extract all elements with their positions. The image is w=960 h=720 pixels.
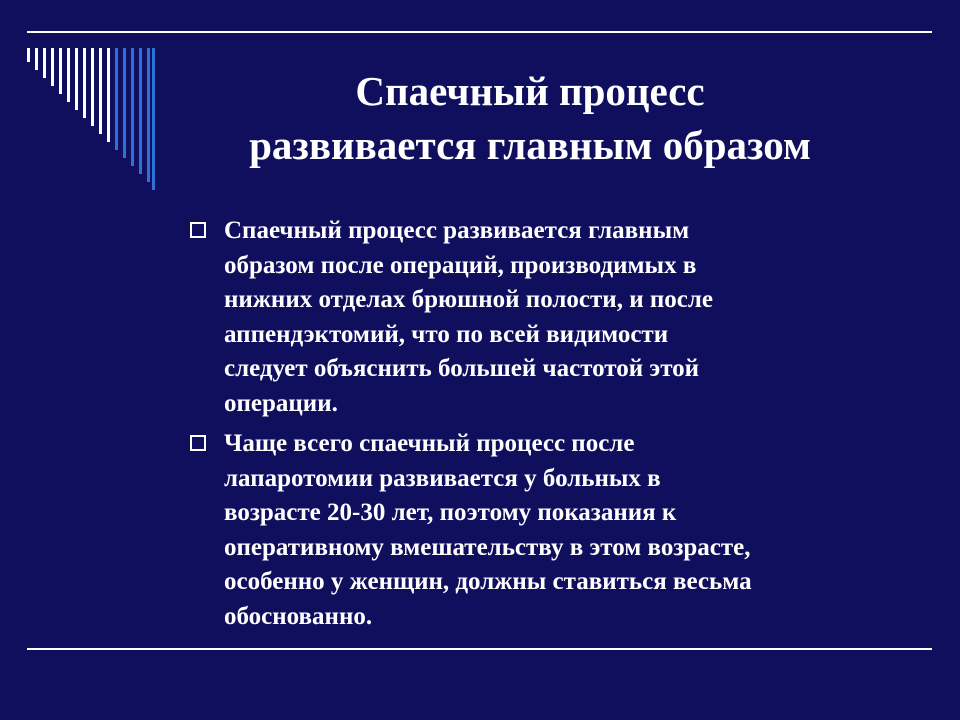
bullet-line: нижних отделах брюшной полости, и после — [224, 286, 713, 313]
hollow-square-bullet-icon — [190, 435, 206, 451]
stripe — [115, 48, 118, 150]
bullet-line: Чаще всего спаечный процесс после — [224, 430, 635, 457]
stripe — [131, 48, 134, 166]
bullet-line: Спаечный процесс развивается главным — [224, 217, 690, 244]
stripe — [27, 48, 30, 62]
bullet-line: лапаротомии развивается у больных в — [224, 464, 661, 492]
bullet-line: особенно у женщин, должны ставиться весьма — [224, 568, 752, 595]
stripe — [43, 48, 46, 78]
top-divider-line — [27, 31, 932, 33]
bullet-line: образом после операций, производимых в — [224, 251, 697, 279]
bottom-divider-line — [27, 648, 932, 650]
slide-title — [170, 64, 890, 172]
title-line: Спаечный процесс — [355, 68, 705, 114]
stripe — [83, 48, 86, 118]
bullet-item — [188, 214, 918, 421]
bullet-line: операции. — [224, 389, 338, 417]
bullet-line: оперативному вмешательству в этом возрасте, — [224, 533, 751, 561]
stripe — [152, 48, 155, 190]
stripe — [107, 48, 110, 142]
bullet-line: обоснованно. — [224, 602, 373, 630]
stripe — [59, 48, 62, 94]
title-line: развивается главным образом — [249, 122, 811, 168]
bullet-line: аппендэктомий, что по всей видимости — [224, 320, 669, 348]
bullet-line: возрасте 20-30 лет, поэтому показания к — [224, 499, 677, 526]
bullet-list — [188, 214, 918, 640]
stripe — [67, 48, 70, 102]
stripe — [35, 48, 38, 70]
stripe — [91, 48, 94, 126]
bullet-line: следует объяснить большей частотой этой — [224, 355, 700, 382]
stripe — [123, 48, 126, 158]
stripe — [147, 48, 150, 182]
stripe — [51, 48, 54, 86]
stripe — [99, 48, 102, 134]
stripe — [139, 48, 142, 174]
hollow-square-bullet-icon — [190, 222, 206, 238]
bullet-item — [188, 427, 918, 634]
stripe — [75, 48, 78, 110]
